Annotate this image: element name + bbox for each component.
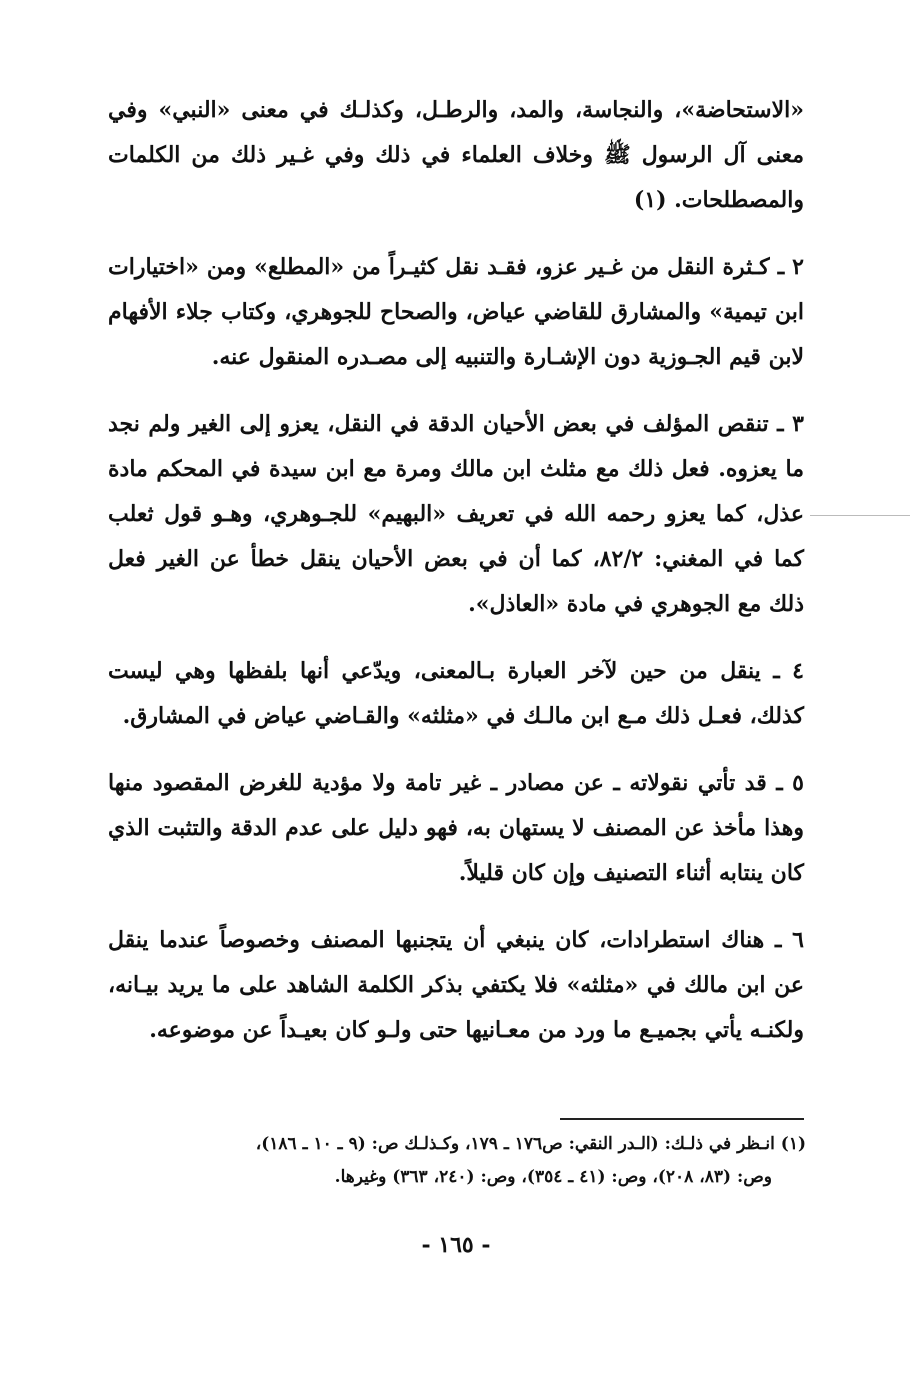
paragraph-point-3: ٣ ـ تنقص المؤلف في بعض الأحيان الدقة في النقل، يعزو إلى الغير ولم نجد ما يعزوه. فعل ذلك مع مثلث ابن مالك ومرة مع ابن سيدة في المحكم مادة عذل، كما يعزو رحمه الله في تعريف «البهيم» للجـوهري، وهـو قول ثعلب كما في المغني: ٨٢/٢، كما أن في بعض الأحيان ينقل خطأ عن الغير فعل ذلك مع الجوهري في مادة «العاذل». bbox=[108, 411, 804, 617]
paragraph-point-2: ٢ ـ كـثرة النقل من غـير عزو، فقـد نقل كثيـراً من «المطلع» ومن «اختيارات ابن تيمية» والمشارق للقاضي عياض، والصحاح للجوهري، وكتاب جلاء الأفهام لابن قيم الجـوزية دون الإشـارة والتنبيه إلى مصـدره المنقول عنه. bbox=[108, 254, 804, 370]
paragraph-point-5: ٥ ـ قد تأتي نقولاته ـ عن مصادر ـ غير تامة ولا مؤدية للغرض المقصود منها وهذا مأخذ عن المصنف لا يستهان به، فهو دليل على عدم الدقة والتثبت الذي كان ينتابه أثناء التصنيف وإن كان قليلاً. bbox=[108, 770, 804, 886]
footnote-divider bbox=[560, 1118, 804, 1120]
paragraph-intro-continuation: «الاستحاضة»، والنجاسة، والمد، والرطـل، وكذلـك في معنى «النبي» وفي معنى آل الرسول ﷺ وخلاف العلماء في ذلك وفي غـير ذلك من الكلمات والمصطلحات. (١) bbox=[108, 97, 804, 213]
page-number: - ١٦٥ - bbox=[421, 1232, 491, 1258]
footnote-line-2: وص: (٨٣، ٢٠٨)، وص: (٤١ ـ ٣٥٤)، وص: (٢٤٠، ٣٦٣) وغيرها. bbox=[334, 1167, 772, 1187]
page-body bbox=[108, 88, 804, 1075]
paragraph-point-6: ٦ ـ هناك استطرادات، كان ينبغي أن يتجنبها المصنف وخصوصاً عندما ينقل عن ابن مالك في «مثلثه» فلا يكتفي بذكر الكلمة الشاهد على ما يريد بيـانه، ولكنـه يأتي بجميـع ما ورد من معـانيها حتى ولـو كان بعيـداً عن موضوعه. bbox=[108, 927, 804, 1043]
footnote-line-1: (١) انـظر في ذلـك: (الـدر النقي: ص١٧٦ ـ ١٧٩، وكـذلـك ص: (٩ ـ ١٠ ـ ١٨٦)، bbox=[255, 1134, 806, 1154]
paragraph-point-4: ٤ ـ ينقل من حين لآخر العبارة بـالمعنى، ويدّعي أنها بلفظها وهي ليست كذلك، فعـل ذلك مـع ابن مالـك في «مثلثه» والقـاضي عياض في المشارق. bbox=[108, 658, 804, 729]
footnotes bbox=[108, 1128, 806, 1194]
scan-mark bbox=[810, 515, 910, 516]
